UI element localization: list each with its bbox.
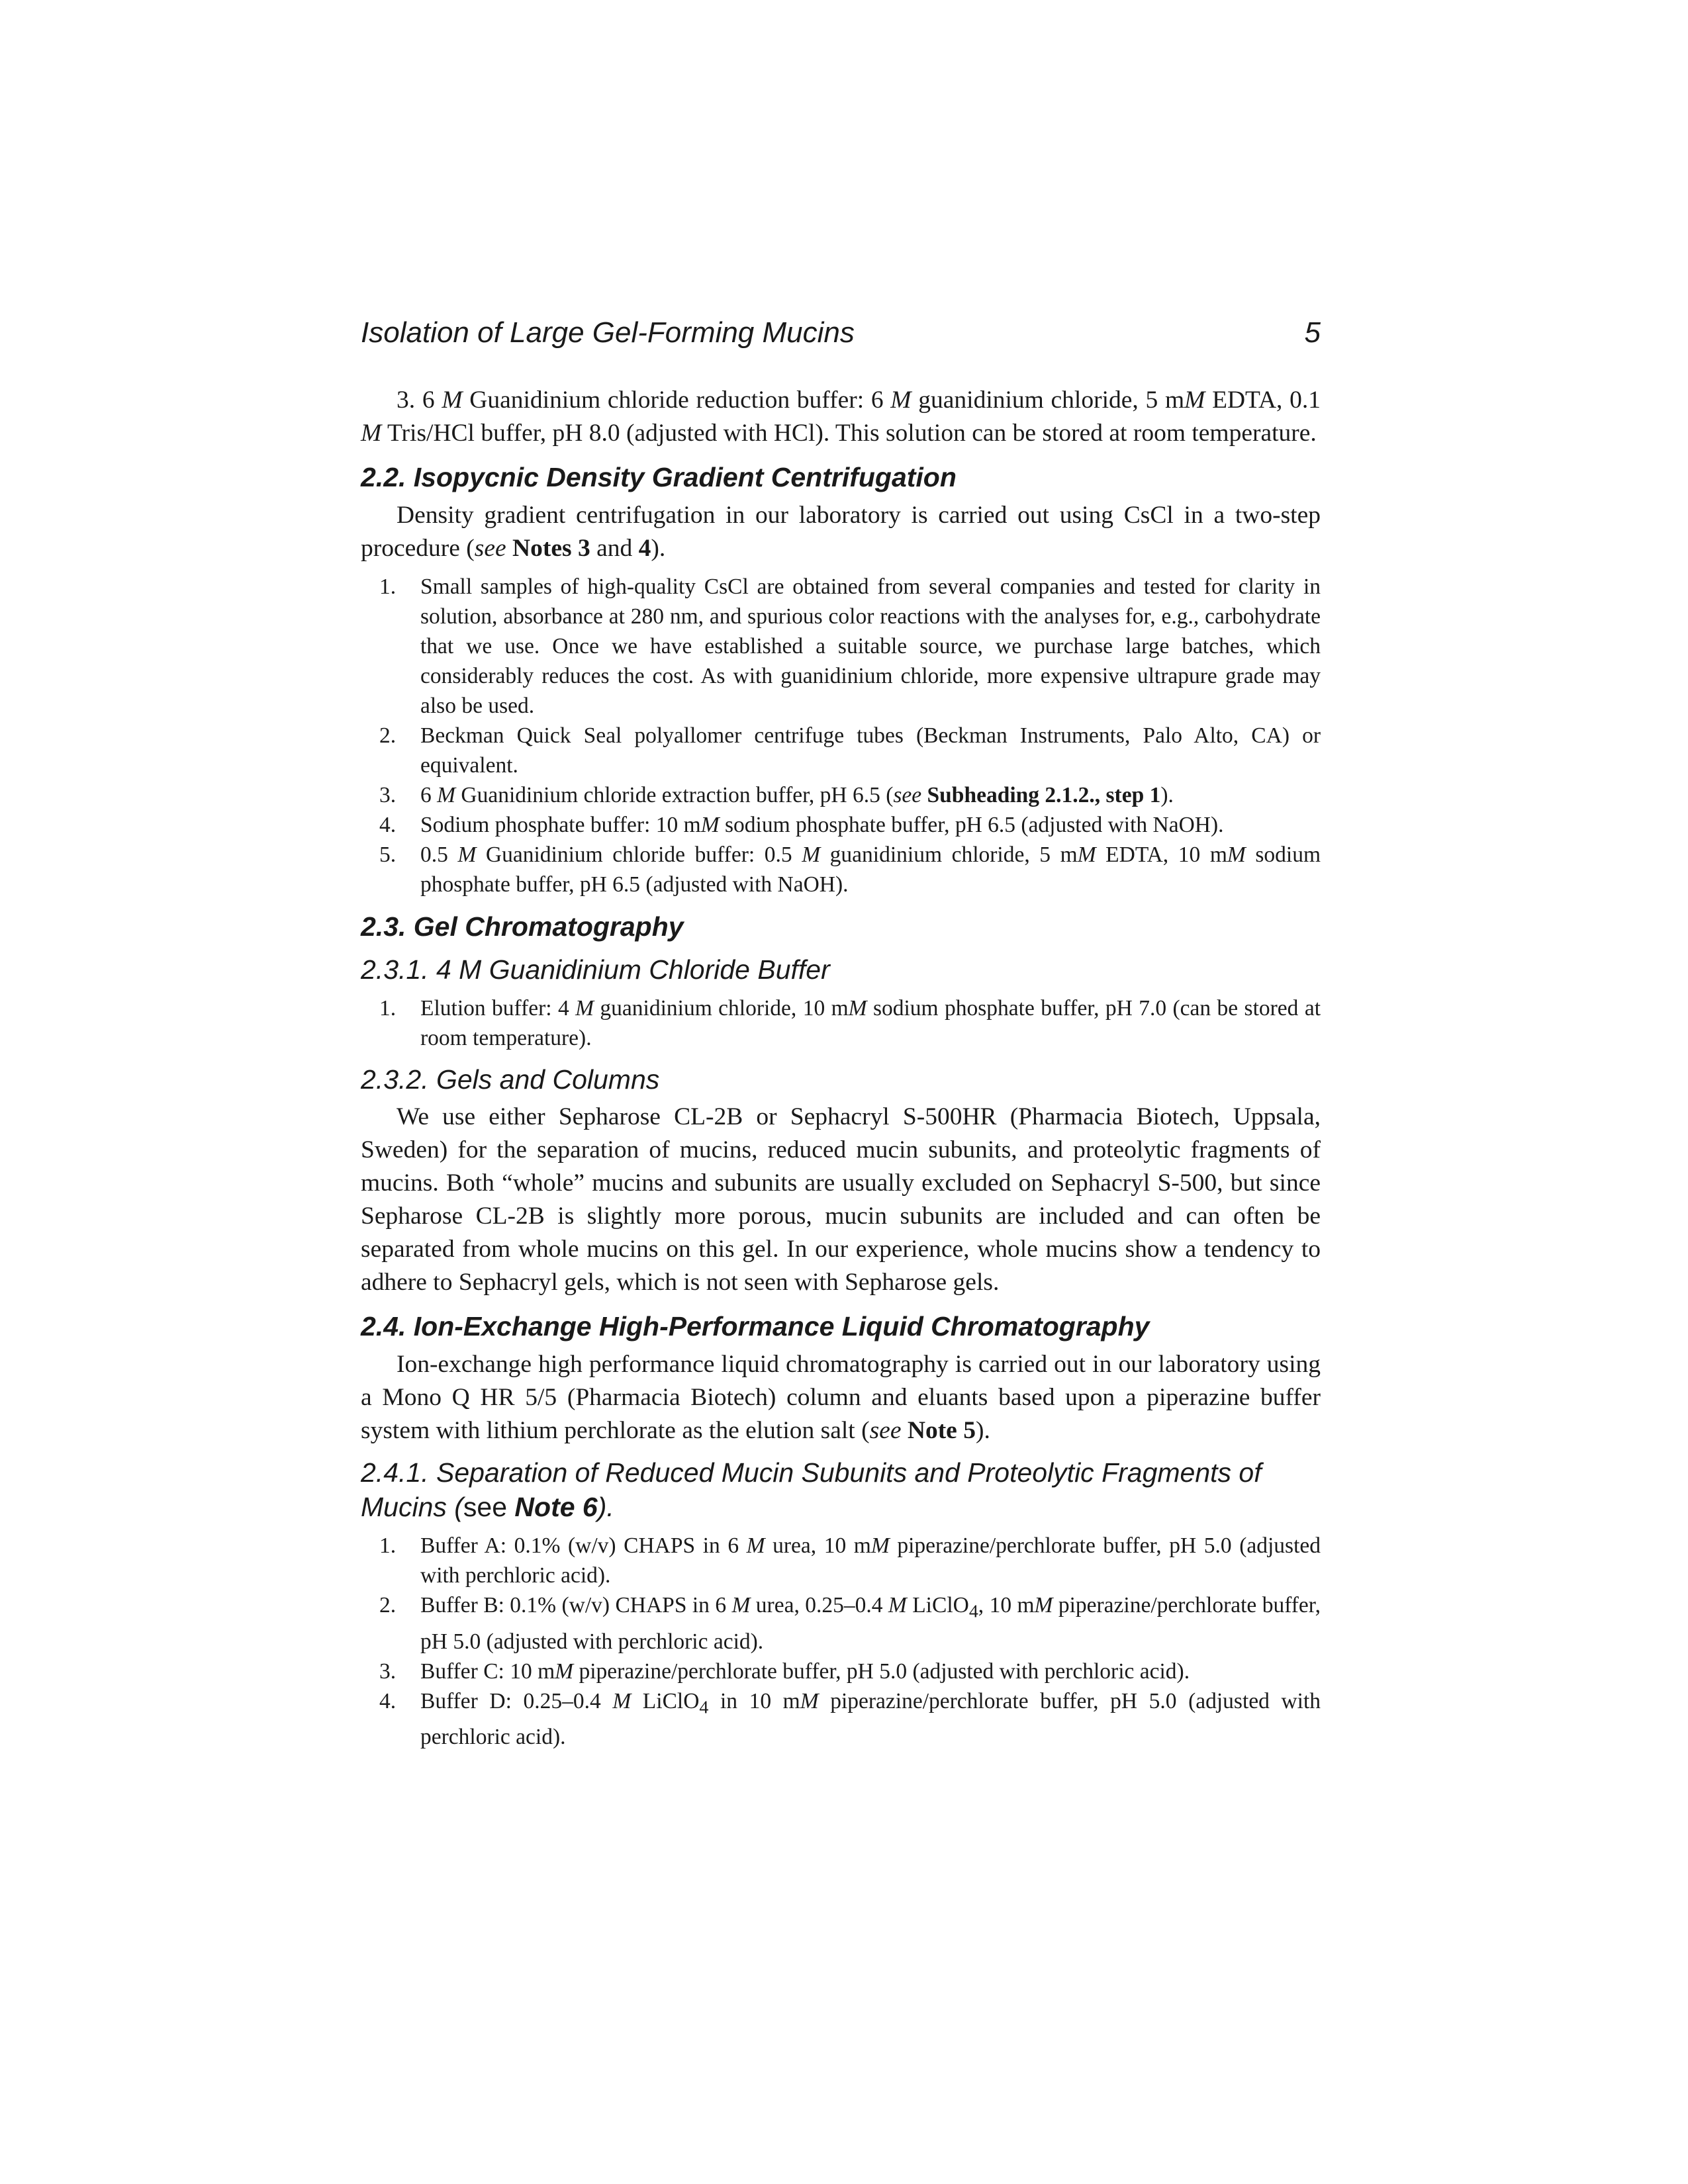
section-2-3-2-para: We use either Sepharose CL-2B or Sephacryl S-500HR (Pharmacia Biotech, Uppsala, Sweden) for the separation of mucins, reduced mucin subunits, and proteolytic fragments of mucins. Both “whole” mucins and subunits are usually excluded on Sephacryl S-500, but since Sepharose CL-2B is slightly more porous, mucin subunits are included and can often be separated from whole mucins on this gel. In our experience, whole mucins show a tendency to adhere to Sephacryl gels, which is not seen with Sepharose gels. [361,1103,1321,1296]
list-item: 4. Sodium phosphate buffer: 10 mM sodium phosphate buffer, pH 6.5 (adjusted with NaOH). [379,813,1224,837]
list-item: 3. 6 M Guanidinium chloride extraction buffer, pH 6.5 (see Subheading 2.1.2., step 1). [379,783,1174,807]
heading-2-3-1: 2.3.1. 4 M Guanidinium Chloride Buffer [361,954,830,985]
list-item: 1. Elution buffer: 4 M guanidinium chloride, 10 mM sodium phosphate buffer, pH 7.0 (can be stored at room temperature). [379,996,1321,1050]
page-number: 5 [1304,316,1321,349]
heading-2-4-1: 2.4.1. Separation of Reduced Mucin Subunits and Proteolytic Fragments of Mucins (see Note 6). [361,1457,1262,1522]
heading-2-3-2: 2.3.2. Gels and Columns [361,1064,660,1095]
list-item: 2. Beckman Quick Seal polyallomer centrifuge tubes (Beckman Instruments, Palo Alto, CA) or equivalent. [379,723,1321,778]
item-3-reduction-buffer: 3. 6 M Guanidinium chloride reduction buffer: 6 M guanidinium chloride, 5 mM EDTA, 0.1 M Tris/HCl buffer, pH 8.0 (adjusted with HCl). This solution can be stored at room temperature. [361,387,1321,447]
heading-2-4: 2.4. Ion-Exchange High-Performance Liquid Chromatography [361,1311,1150,1342]
section-2-3-1-list [361,993,1321,1053]
section-2-4-1-list [361,1531,1321,1752]
section-2-2-para: Density gradient centrifugation in our laboratory is carried out using CsCl in a two-step procedure (see Notes 3 and 4). [361,502,1321,562]
list-item: 3. Buffer C: 10 mM piperazine/perchlorate buffer, pH 5.0 (adjusted with perchloric acid). [379,1659,1190,1684]
heading-2-3: 2.3. Gel Chromatography [361,911,684,942]
list-item: 1. Buffer A: 0.1% (w/v) CHAPS in 6 M urea, 10 mM piperazine/perchlorate buffer, pH 5.0 (adjusted with perchloric acid). [379,1533,1321,1588]
section-2-4-para: Ion-exchange high performance liquid chromatography is carried out in our laboratory using a Mono Q HR 5/5 (Pharmacia Biotech) column and eluants based upon a piperazine buffer system with lithium perchlorate as the elution salt (see Note 5). [361,1351,1321,1444]
page-content [361,384,1321,1761]
section-2-2-list [361,572,1321,899]
list-item: 4. Buffer D: 0.25–0.4 M LiClO$_4$ in 10 mM piperazine/perchlorate buffer, pH 5.0 (adjusted with perchloric acid). [379,1688,1321,1750]
heading-2-2: 2.2. Isopycnic Density Gradient Centrifugation [361,462,957,492]
running-title: Isolation of Large Gel-Forming Mucins [361,316,855,349]
list-item: 1. Small samples of high-quality CsCl are obtained from several companies and tested for clarity in solution, absorbance at 280 nm, and spurious color reactions with the analyses for, e.g., carbohydrate that we use. Once we have established a suitable source, we purchase large batches, which considerably reduces the cost. As with guanidinium chloride, more expensive ultrapure grade may also be used. [379,574,1321,718]
list-item: 2. Buffer B: 0.1% (w/v) CHAPS in 6 M urea, 0.25–0.4 M LiClO$_4$, 10 mM piperazine/perchlorate buffer, pH 5.0 (adjusted with perchloric acid). [379,1593,1321,1654]
list-item: 5. 0.5 M Guanidinium chloride buffer: 0.5 M guanidinium chloride, 5 mM EDTA, 10 mM sodium phosphate buffer, pH 6.5 (adjusted with NaOH). [379,842,1321,897]
running-header [361,316,1321,363]
